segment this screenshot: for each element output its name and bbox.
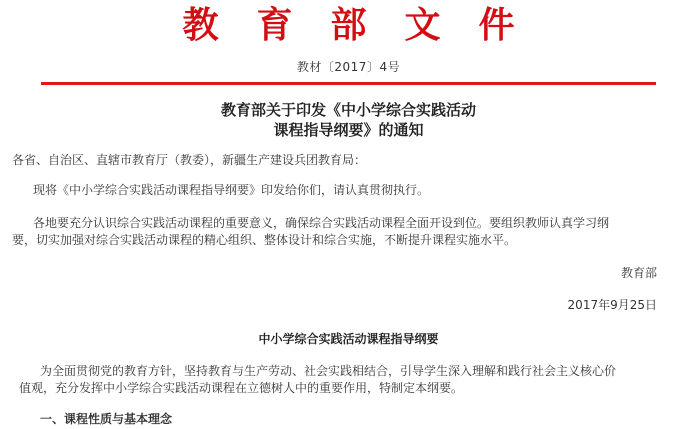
notice-title-line-1: 教育部关于印发《中小学综合实践活动	[220, 101, 476, 119]
notice-paragraph-2-line-1: 各地要充分认识综合实践活动课程的重要意义，确保综合实践活动课程全面开设到位。要组织教师认真学习纲	[33, 216, 610, 230]
notice-title	[0, 100, 697, 140]
signer: 教育部	[620, 266, 657, 280]
section-1-heading: 一、课程性质与基本理念	[40, 412, 173, 426]
masthead-title: 教育部文件	[182, 4, 553, 46]
guideline-paragraph-line-2: 值观，充分发挥中小学综合实践活动课程在立德树人中的重要作用，特制定本纲要。	[19, 381, 464, 395]
document-number: 教材〔2017〕4号	[296, 60, 401, 74]
notice-paragraph-1: 现将《中小学综合实践活动课程指导纲要》印发给你们，请认真贯彻执行。	[33, 183, 430, 197]
notice-title-line-2: 课程指导纲要》的通知	[273, 121, 424, 139]
issue-date: 2017年9月25日	[567, 298, 657, 312]
guideline-title: 中小学综合实践活动课程指导纲要	[258, 332, 439, 346]
red-divider-line	[41, 82, 656, 85]
notice-paragraph-2-line-2: 要，切实加强对综合实践活动课程的精心组织、整体设计和综合实施，不断提升课程实施水平。	[12, 233, 517, 247]
guideline-paragraph-line-1: 为全面贯彻党的教育方针，坚持教育与生产劳动、社会实践相结合，引导学生深入理解和践行社会主义核心价	[40, 364, 617, 378]
addressee: 各省、自治区、直辖市教育厅（教委），新疆生产建设兵团教育局：	[12, 153, 367, 167]
